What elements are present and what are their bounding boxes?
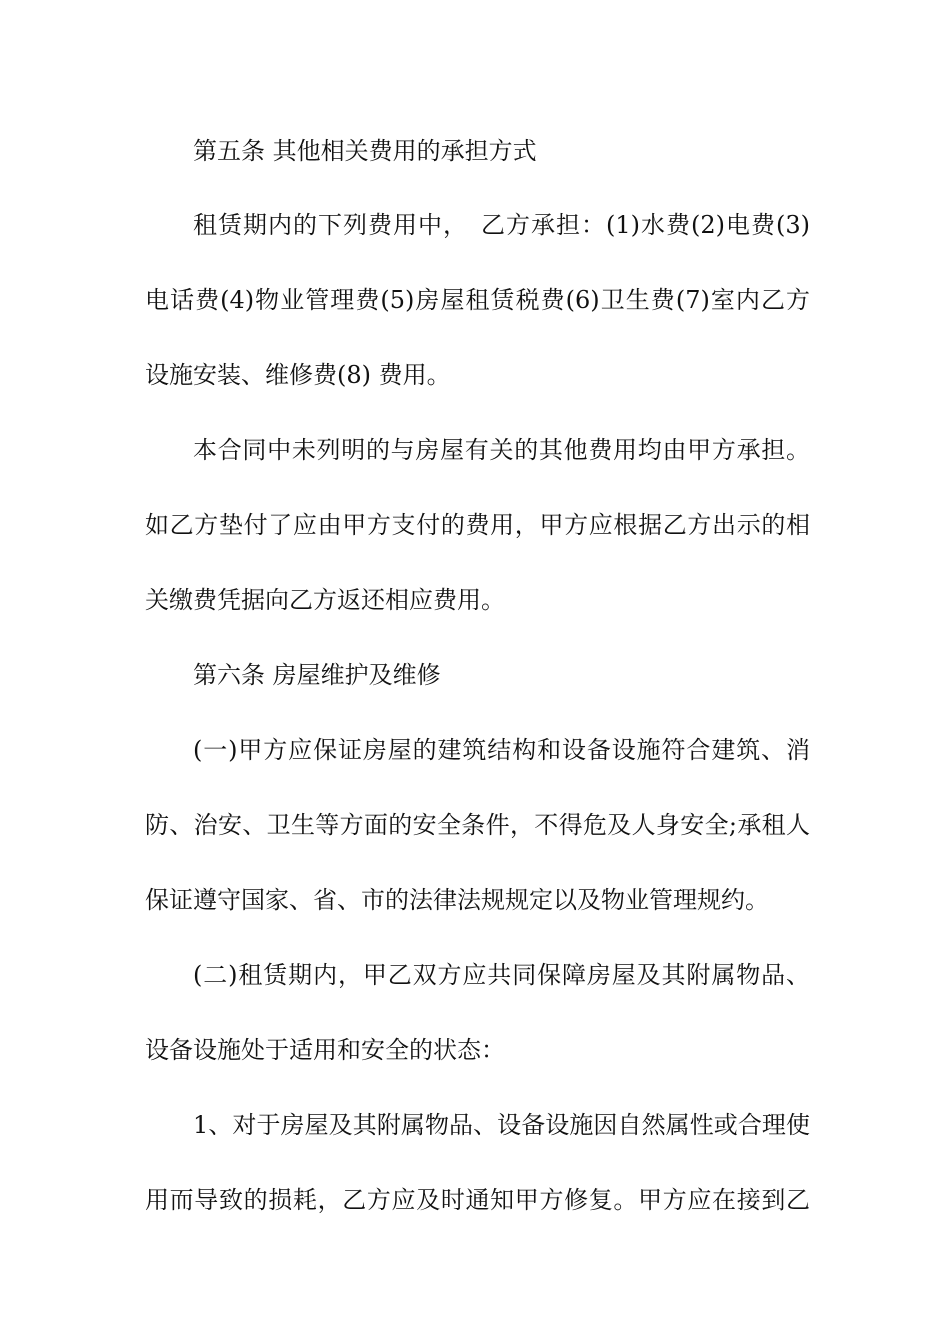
paragraph-line: 防、治安、卫生等方面的安全条件，不得危及人身安全;承租人 xyxy=(145,811,810,839)
paragraph-line: 关缴费凭据向乙方返还相应费用。 xyxy=(145,586,505,614)
paragraph-line: 用而导致的损耗，乙方应及时通知甲方修复。甲方应在接到乙 xyxy=(145,1186,810,1214)
paragraph-line: 租赁期内的下列费用中， 乙方承担：(1)水费(2)电费(3) xyxy=(193,211,810,239)
paragraph-line: 本合同中未列明的与房屋有关的其他费用均由甲方承担。 xyxy=(193,436,810,464)
paragraph-line: 电话费(4)物业管理费(5)房屋租赁税费(6)卫生费(7)室内乙方 xyxy=(145,286,810,314)
paragraph-line: 设施安装、维修费(8) 费用。 xyxy=(145,361,451,389)
article-6-heading: 第六条 房屋维护及维修 xyxy=(193,661,441,689)
paragraph-line: 如乙方垫付了应由甲方支付的费用，甲方应根据乙方出示的相 xyxy=(145,511,810,539)
article-5-heading: 第五条 其他相关费用的承担方式 xyxy=(193,137,537,165)
paragraph-line: (二)租赁期内，甲乙双方应共同保障房屋及其附属物品、 xyxy=(193,961,810,989)
paragraph-line: 设备设施处于适用和安全的状态： xyxy=(145,1036,505,1064)
paragraph-line: 1、对于房屋及其附属物品、设备设施因自然属性或合理使 xyxy=(193,1111,810,1139)
paragraph-line: 保证遵守国家、省、市的法律法规规定以及物业管理规约。 xyxy=(145,886,769,914)
paragraph-line: (一)甲方应保证房屋的建筑结构和设备设施符合建筑、消 xyxy=(193,736,810,764)
